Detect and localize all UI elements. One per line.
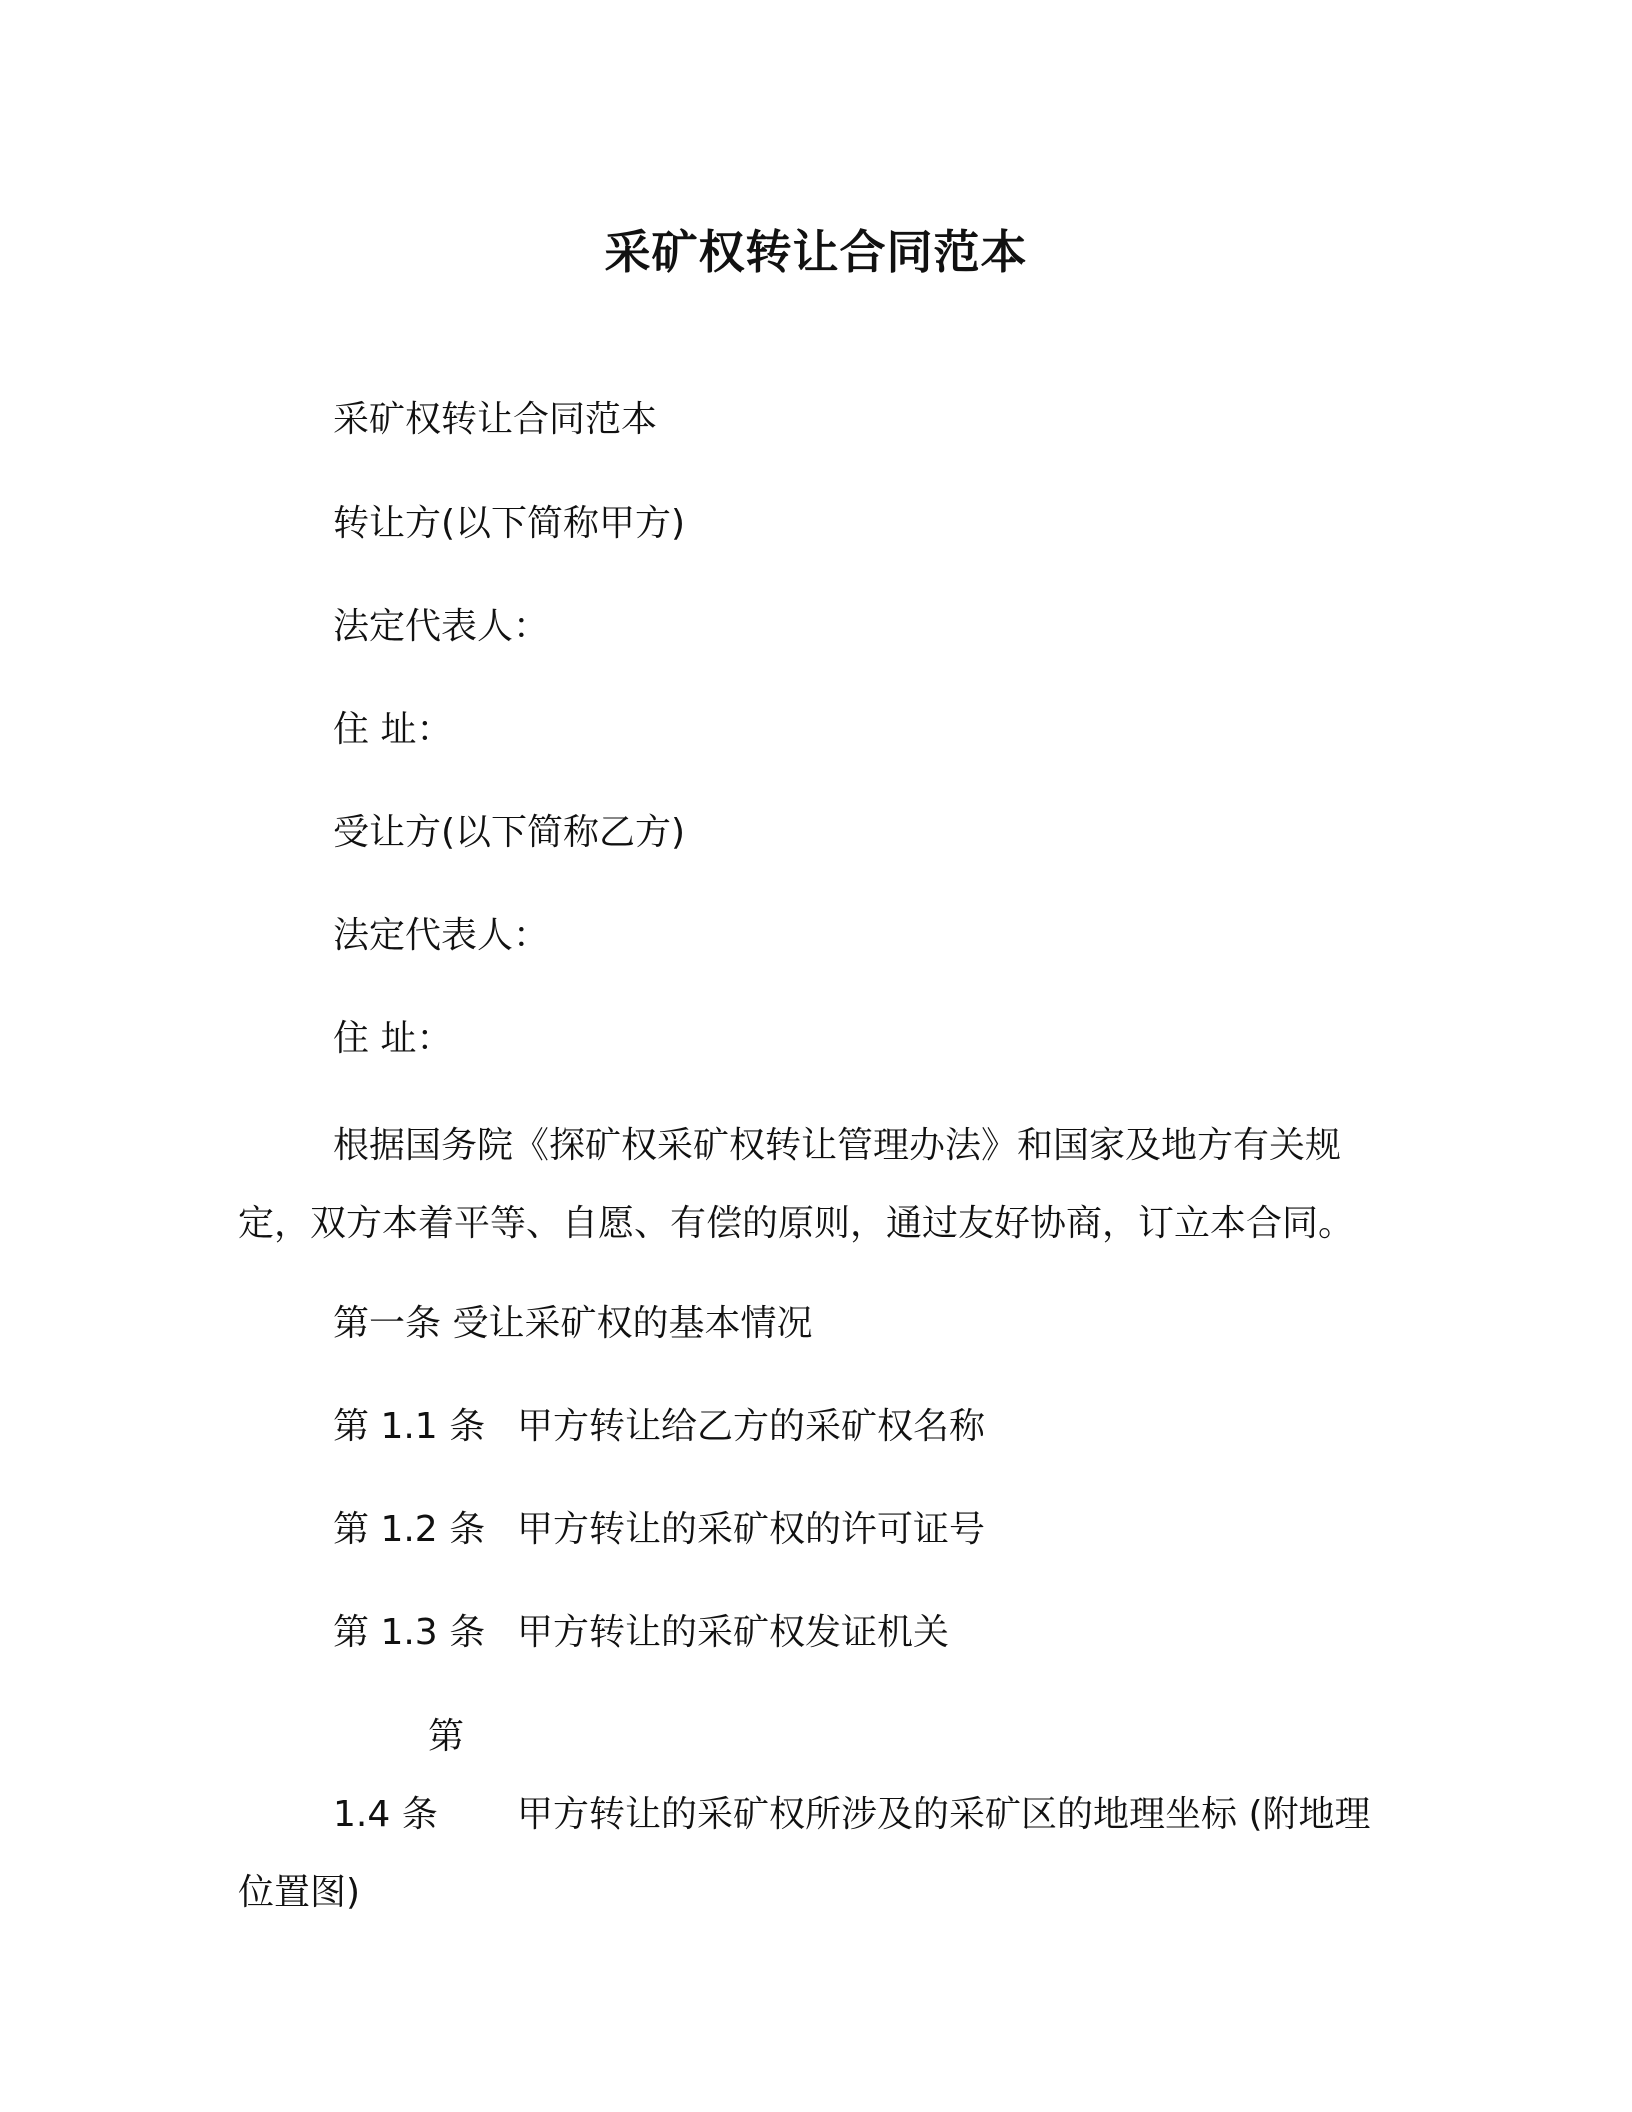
clause-1-3-text: 甲方转让的采矿权发证机关 [517,1612,950,1653]
clause-1-1-number: 第 1.1 条 [333,1406,486,1447]
subtitle-line: 采矿权转让合同范本 [333,399,658,440]
transferee-line: 受让方(以下简称乙方) [333,812,686,853]
transferee-address-line: 住 址： [333,1018,453,1059]
clause-1-2-number: 第 1.2 条 [333,1509,486,1550]
document-title: 采矿权转让合同范本 [604,225,1028,279]
clause-1-2-text: 甲方转让的采矿权的许可证号 [517,1509,986,1550]
clause-1-1-text: 甲方转让给乙方的采矿权名称 [517,1406,986,1447]
transferee-representative-line: 法定代表人： [333,915,550,956]
preamble-paragraph: 根据国务院《探矿权采矿权转让管理办法》和国家及地方有关规定，双方本着平等、自愿、有偿的原则，通过友好协商，订立本合同。 [238,1125,1355,1244]
clause-1-4-number: 第 1.4 条 [333,1716,465,1835]
transferor-representative-line: 法定代表人： [333,606,550,647]
clause-1-2 [333,1506,985,1554]
clause-1-3 [333,1609,949,1657]
transferor-address-line: 住 址： [333,709,453,750]
clause-1-4-text: 甲方转让的采矿权所涉及的采矿区的地理坐标 (附地理位置图) [238,1794,1371,1913]
article-one-heading: 第一条 受让采矿权的基本情况 [333,1303,813,1344]
transferor-line: 转让方(以下简称甲方) [333,503,686,544]
clause-1-3-number: 第 1.3 条 [333,1612,486,1653]
clause-1-4 [238,1698,1388,1932]
clause-1-1 [333,1403,985,1451]
